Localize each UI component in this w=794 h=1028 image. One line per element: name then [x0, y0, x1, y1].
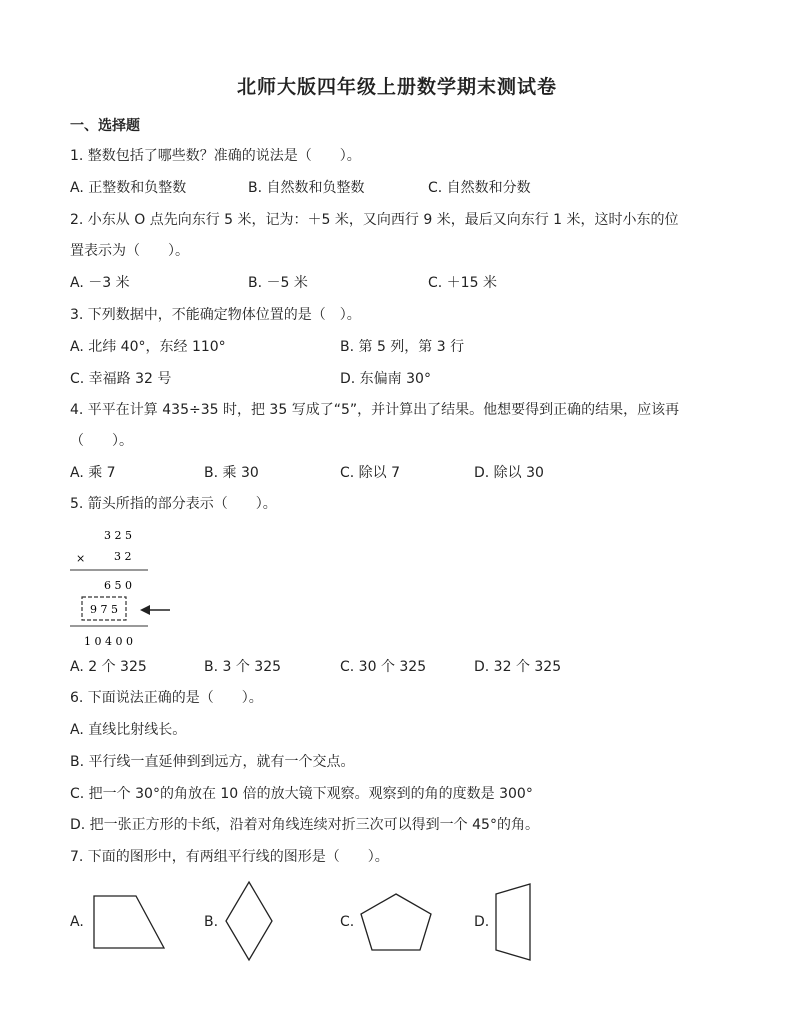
q2-option-b: B. －5 米 [248, 275, 308, 291]
q6-option-d: D. 把一张正方形的卡纸，沿着对角线连续对折三次可以得到一个 45°的角。 [70, 817, 539, 833]
question-7-stem: 7. 下面的图形中，有两组平行线的图形是（ ）。 [70, 849, 389, 865]
calc-times-sign: × [76, 552, 86, 565]
pentagon-shape [356, 890, 436, 954]
q5-option-d: D. 32 个 325 [474, 659, 562, 675]
q7-option-b-label: B. [204, 914, 219, 930]
q1-option-c: C. 自然数和分数 [428, 180, 531, 196]
vertical-multiplication-figure [66, 522, 186, 652]
q4-option-d: D. 除以 30 [474, 465, 544, 481]
q7-option-c-label: C. [340, 914, 355, 930]
rhombus-shape [222, 880, 276, 962]
q2-option-a: A. －3 米 [70, 275, 130, 291]
trapezoid-shape [90, 890, 170, 952]
q7-option-d-label: D. [474, 914, 490, 930]
q3-option-d: D. 东偏南 30° [340, 371, 431, 387]
q3-option-a: A. 北纬 40°，东经 110° [70, 339, 226, 355]
q6-option-c: C. 把一个 30°的角放在 10 倍的放大镜下观察。观察到的角的度数是 300° [70, 786, 533, 802]
q3-option-b: B. 第 5 列，第 3 行 [340, 339, 465, 355]
q5-option-c: C. 30 个 325 [340, 659, 427, 675]
arrow-left-icon [140, 605, 150, 615]
question-2-stem-line2: 置表示为（ ）。 [70, 243, 189, 259]
calc-result: 1 0 4 0 0 [84, 635, 133, 648]
question-6-stem: 6. 下面说法正确的是（ ）。 [70, 690, 263, 706]
question-4-stem-line2: （ ）。 [70, 433, 133, 449]
q4-option-b: B. 乘 30 [204, 465, 259, 481]
quadrilateral-shape [492, 880, 536, 964]
q1-option-b: B. 自然数和负整数 [248, 180, 365, 196]
calc-multiplicand: 3 2 5 [104, 529, 132, 542]
calc-partial-1: 6 5 0 [104, 579, 132, 592]
question-2-stem-line1: 2. 小东从 O 点先向东行 5 米，记为：＋5 米，又向西行 9 米，最后又向东行 1 米，这时小东的位 [70, 212, 679, 228]
q6-option-a: A. 直线比射线长。 [70, 722, 187, 738]
page-title: 北师大版四年级上册数学期末测试卷 [236, 76, 557, 98]
q7-option-a-label: A. [70, 914, 84, 930]
question-5-stem: 5. 箭头所指的部分表示（ ）。 [70, 496, 277, 512]
calc-multiplier: 3 2 [114, 550, 132, 563]
q5-option-a: A. 2 个 325 [70, 659, 147, 675]
section-heading-choice: 一、选择题 [70, 118, 140, 134]
q5-option-b: B. 3 个 325 [204, 659, 282, 675]
q3-option-c: C. 幸福路 32 号 [70, 371, 172, 387]
question-3-stem: 3. 下列数据中，不能确定物体位置的是（ ）。 [70, 307, 361, 323]
question-1-stem: 1. 整数包括了哪些数？准确的说法是（ ）。 [70, 148, 361, 164]
calc-partial-2: 9 7 5 [90, 603, 118, 616]
q6-option-b: B. 平行线一直延伸到到远方，就有一个交点。 [70, 754, 355, 770]
q2-option-c: C. ＋15 米 [428, 275, 497, 291]
q1-option-a: A. 正整数和负整数 [70, 180, 187, 196]
q4-option-a: A. 乘 7 [70, 465, 116, 481]
question-4-stem-line1: 4. 平平在计算 435÷35 时，把 35 写成了“5”，并计算出了结果。他想要得到正确的结果，应该再 [70, 402, 680, 418]
q4-option-c: C. 除以 7 [340, 465, 401, 481]
